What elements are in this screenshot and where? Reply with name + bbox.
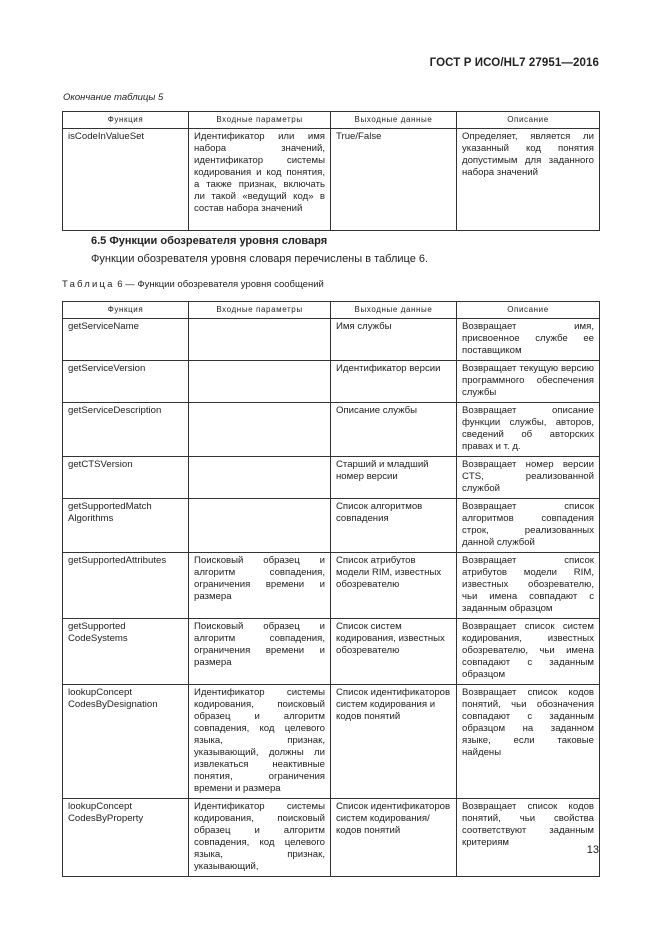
column-header-function: Функция (63, 302, 189, 319)
cell-inputs (189, 361, 331, 403)
cell-function: getSupportedMatch Algorithms (63, 499, 189, 553)
section-text: Функции обозревателя уровня словаря перечислены в таблице 6. (91, 253, 429, 265)
cell-description: Возвращает текущую версию программного обеспечения службы (457, 361, 600, 403)
cell-description: Возвращает список алгоритмов совпадения строк, реализованных данной службой (457, 499, 600, 553)
page-number: 13 (586, 844, 599, 856)
cell-function: lookupConcept CodesByProperty (63, 799, 189, 877)
cell-description: Возвращает имя, присвоенное службе ее поставщиком (457, 319, 600, 361)
cell-inputs (189, 499, 331, 553)
cell-inputs: Идентификатор или имя набора значений, идентификатор системы кодирования и код понятия, а также признак, включать ли такой «ведущий код» в состав набора значений (189, 129, 331, 231)
cell-function: getCTSVersion (63, 457, 189, 499)
column-header-inputs: Входные параметры (189, 302, 331, 319)
cell-outputs: Список систем кодирования, известных обозревателю (331, 619, 457, 685)
cell-function: getServiceDescription (63, 403, 189, 457)
cell-function: lookupConcept CodesByDesignation (63, 685, 189, 799)
cell-description: Возвращает список атрибутов модели RIM, известных обозревателю, чьи имена совпадают с заданным образцом (457, 553, 600, 619)
table-row (63, 403, 600, 457)
cell-outputs: Список идентификаторов систем кодирования/кодов понятий (331, 799, 457, 877)
table-row (63, 619, 600, 685)
cell-function: getSupportedAttributes (63, 553, 189, 619)
table-row (63, 553, 600, 619)
cell-outputs: Список атрибутов модели RIM, известных обозревателю (331, 553, 457, 619)
cell-description: Возвращает номер версии CTS, реализованной службой (457, 457, 600, 499)
document-header: ГОСТ Р ИСО/HL7 27951—2016 (429, 57, 599, 69)
column-header-outputs: Выходные данные (331, 112, 457, 129)
cell-function: getServiceName (63, 319, 189, 361)
table5-caption: Окончание таблицы 5 (63, 92, 164, 103)
cell-function: isCodeInValueSet (63, 129, 189, 231)
cell-function: getSupported CodeSystems (63, 619, 189, 685)
cell-outputs: Старший и младший номер версии (331, 457, 457, 499)
cell-description: Определяет, является ли указанный код понятия допустимым для заданного набора значений (457, 129, 600, 231)
column-header-function: Функция (63, 112, 189, 129)
column-header-outputs: Выходные данные (331, 302, 457, 319)
cell-outputs: Имя службы (331, 319, 457, 361)
table6-caption-label: Таблица (62, 279, 115, 290)
column-header-inputs: Входные параметры (189, 112, 331, 129)
cell-outputs: Список идентификаторов систем кодирования и кодов понятий (331, 685, 457, 799)
column-header-description: Описание (457, 302, 600, 319)
cell-outputs: Идентификатор версии (331, 361, 457, 403)
cell-outputs: Список алгоритмов совпадения (331, 499, 457, 553)
table-header-row (63, 302, 600, 319)
cell-inputs (189, 319, 331, 361)
cell-outputs: Описание службы (331, 403, 457, 457)
table-row (63, 499, 600, 553)
table-row (63, 319, 600, 361)
cell-inputs (189, 457, 331, 499)
cell-inputs: Идентификатор системы кодирования, поисковый образец и алгоритм совпадения, код целевого языка, признак, указывающий, должны ли извлекаться неактивные понятия, ограничения времени и размера (189, 685, 331, 799)
column-header-description: Описание (457, 112, 600, 129)
table6-caption (62, 279, 324, 290)
cell-function: getServiceVersion (63, 361, 189, 403)
cell-inputs: Поисковый образец и алгоритм совпадения, ограничения времени и размера (189, 553, 331, 619)
table-row (63, 799, 600, 877)
table-row (63, 685, 600, 799)
table-row (63, 129, 600, 231)
cell-description: Возвращает список кодов понятий, чьи свойства соответствуют заданным критериям (457, 799, 600, 877)
cell-inputs: Поисковый образец и алгоритм совпадения, ограничения времени и размера (189, 619, 331, 685)
cell-outputs: True/False (331, 129, 457, 231)
cell-inputs: Идентификатор системы кодирования, поисковый образец и алгоритм совпадения, код целевого языка, признак, указывающий, (189, 799, 331, 877)
section-title: 6.5 Функции обозревателя уровня словаря (91, 235, 328, 247)
cell-description: Возвращает список кодов понятий, чьи обозначения совпадают с заданным образцом на заданном языке, если таковые найдены (457, 685, 600, 799)
table6 (62, 301, 600, 877)
table-row (63, 361, 600, 403)
table6-caption-text: 6 — Функции обозревателя уровня сообщений (117, 279, 324, 290)
cell-description: Возвращает список систем кодирования, известных обозревателю, чьи имена совпадают с заданным образцом (457, 619, 600, 685)
cell-inputs (189, 403, 331, 457)
cell-description: Возвращает описание функции службы, авторов, сведений об авторских правах и т. д. (457, 403, 600, 457)
table5 (62, 111, 600, 231)
table-row (63, 457, 600, 499)
table-header-row (63, 112, 600, 129)
